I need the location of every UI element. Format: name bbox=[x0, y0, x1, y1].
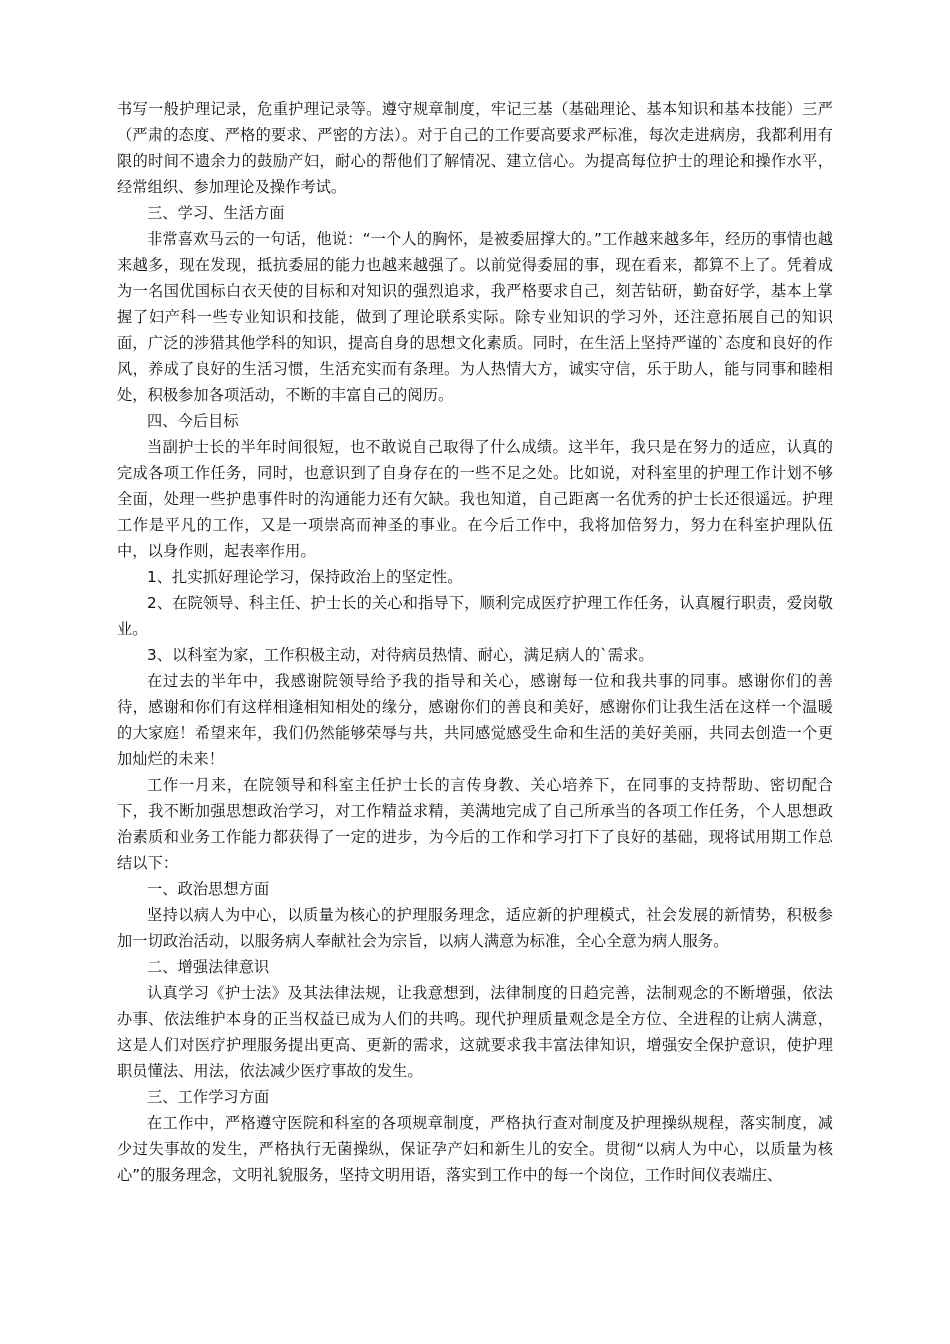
paragraph-future-goals: 当副护士长的半年时间很短，也不敢说自己取得了什么成绩。这半年，我只是在努力的适应，认真的完成各项工作任务，同时，也意识到了自身存在的一些不足之处。比如说，对科室里的护理工作计划不够全面，处理一些护患事件时的沟通能力还有欠缺。我也知道，自己距离一名优秀的护士长还很遥远。护理工作是平凡的工作，又是一项崇高而神圣的事业。在今后工作中，我将加倍努力，努力在科室护理队伍中，以身作则，起表率作用。 bbox=[117, 438, 833, 560]
section-heading-political: 一、政治思想方面 bbox=[147, 880, 270, 898]
paragraph-thanks: 在过去的半年中，我感谢院领导给予我的指导和关心，感谢每一位和我共事的同事。感谢你们的善待，感谢和你们有这样相逢相知相处的缘分，感谢你们的善良和美好，感谢你们让我生活在这样一个温暖的大家庭！希望来年，我们仍然能够荣辱与共，共同感觉感受生命和生活的美好美丽，共同去创造一个更加灿烂的未来！ bbox=[117, 672, 833, 768]
section-heading-future-goals: 四、今后目标 bbox=[147, 412, 239, 430]
paragraph-political: 坚持以病人为中心，以质量为核心的护理服务理念，适应新的护理模式，社会发展的新情势，积极参加一切政治活动，以服务病人奉献社会为宗旨，以病人满意为标准，全心全意为病人服务。 bbox=[117, 906, 833, 950]
paragraph-legal: 认真学习《护士法》及其法律法规，让我意想到，法律制度的日趋完善，法制观念的不断增强，依法办事、依法维护本身的正当权益已成为人们的共鸣。现代护理质量观念是全方位、全进程的让病人满意，这是人们对医疗护理服务提出更高、更新的需求，这就要求我丰富法律知识，增强安全保护意识，使护理职员懂法、用法，依法减少医疗事故的发生。 bbox=[117, 984, 833, 1080]
paragraph-work-study: 在工作中，严格遵守医院和科室的各项规章制度，严格执行查对制度及护理操纵规程，落实制度，减少过失事故的发生，严格执行无菌操纵，保证孕产妇和新生儿的安全。贯彻“以病人为中心，以质量为核心”的服务理念，文明礼貌服务，坚持文明用语，落实到工作中的每一个岗位，工作时间仪表端庄、 bbox=[117, 1114, 833, 1184]
paragraph-continuation: 书写一般护理记录，危重护理记录等。遵守规章制度，牢记三基（基础理论、基本知识和基本技能）三严（严肃的态度、严格的要求、严密的方法）。对于自己的工作要高要求严标准，每次走进病房，我都利用有限的时间不遗余力的鼓励产妇，耐心的帮他们了解情况、建立信心。为提高每位护士的理论和操作水平，经常组织、参加理论及操作考试。 bbox=[117, 100, 833, 196]
paragraph-probation-intro: 工作一月来，在院领导和科室主任护士长的言传身教、关心培养下，在同事的支持帮助、密切配合下，我不断加强思想政治学习，对工作精益求精，美满地完成了自己所承当的各项工作任务，个人思想政治素质和业务工作能力都获得了一定的进步，为今后的工作和学习打下了良好的基础，现将试用期工作总结以下： bbox=[117, 776, 833, 872]
document-body bbox=[117, 96, 833, 1188]
paragraph-study-life: 非常喜欢马云的一句话，他说：“一个人的胸怀，是被委屈撑大的。”工作越来越多年，经历的事情也越来越多，现在发现，抵抗委屈的能力也越来越强了。以前觉得委屈的事，现在看来，都算不上了。凭着成为一名国优国标白衣天使的目标和对知识的强烈追求，我严格要求自己，刻苦钻研，勤奋好学，基本上掌握了妇产科一些专业知识和技能，做到了理论联系实际。除专业知识的学习外，还注意拓展自己的知识面，广泛的涉猎其他学科的知识，提高自身的思想文化素质。同时，在生活上坚持严谨的`态度和良好的作风，养成了良好的生活习惯，生活充实而有条理。为人热情大方，诚实守信，乐于助人，能与同事和睦相处，积极参加各项活动，不断的丰富自己的阅历。 bbox=[117, 230, 833, 404]
section-heading-study-life: 三、学习、生活方面 bbox=[147, 204, 285, 222]
goal-item-1: 1、扎实抓好理论学习，保持政治上的坚定性。 bbox=[147, 568, 463, 586]
section-heading-legal: 二、增强法律意识 bbox=[147, 958, 270, 976]
goal-item-3: 3、以科室为家，工作积极主动，对待病员热情、耐心，满足病人的`需求。 bbox=[147, 646, 654, 664]
section-heading-work-study: 三、工作学习方面 bbox=[147, 1088, 270, 1106]
goal-item-2: 2、在院领导、科主任、护士长的关心和指导下，顺利完成医疗护理工作任务，认真履行职责，爱岗敬业。 bbox=[117, 594, 833, 638]
